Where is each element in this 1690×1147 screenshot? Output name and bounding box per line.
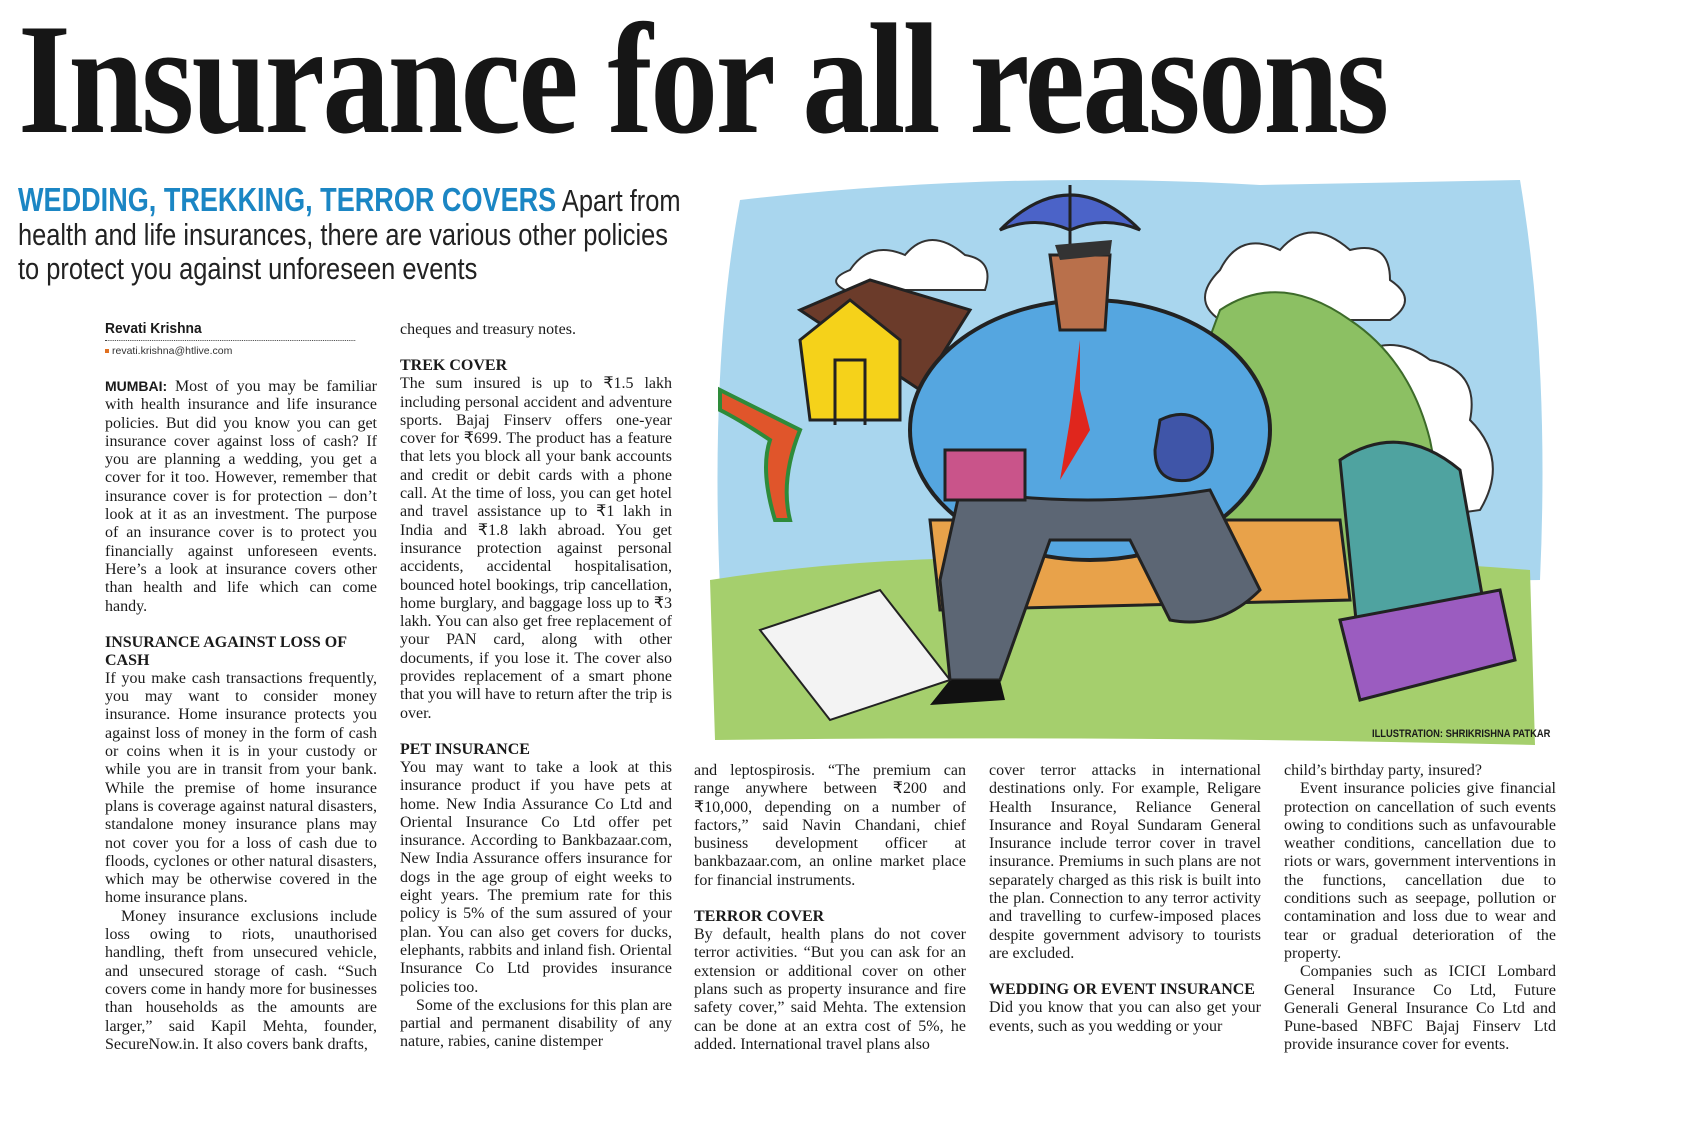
section-heading: TREK COVER [400, 357, 508, 375]
article-column-2 [400, 321, 672, 1052]
illustration-credit: ILLUSTRATION: SHRIKRISHNA PATKAR [1372, 728, 1551, 740]
paragraph: Companies such as ICICI Lombard General Insurance Co Ltd, Future Generali General Insurance Co Ltd and Pune-based NBFC Bajaj Finserv Ltd provide insurance cover for events. [1284, 963, 1556, 1054]
paragraph [105, 377, 377, 616]
byline [105, 320, 377, 357]
paragraph: By default, health plans do not cover terror activities. “But you can ask for an extension or additional cover on other plans such as property insurance and fire safety cover,” said Mehta. The extension can be done at an extra cost of 5%, he added. International travel plans also [694, 926, 966, 1053]
dateline: MUMBAI: [105, 378, 168, 394]
subhead-text: Apart from health and life insurances, there are various other policies to protect you against unforeseen events [18, 183, 681, 286]
section-heading: WEDDING OR EVENT INSURANCE [989, 981, 1255, 999]
article-column-3 [694, 762, 966, 1054]
paragraph: Did you know that you can also get your events, such as you wedding or your [989, 999, 1261, 1035]
paragraph: cover terror attacks in international destinations only. For example, Religare Health Insurance, Reliance General Insurance and Royal Sundaram General Insurance include terror cover in travel insurance. Premiums in such plans are not separately charged as this risk is built into the plan. Connection to any terror activity and travelling to curfew-imposed places despite government advisory to tourists are excluded. [989, 762, 1261, 962]
subhead-kicker: WEDDING, TREKKING, TERROR COVERS [18, 181, 557, 218]
author-email[interactable]: revati.krishna@htlive.com [112, 345, 233, 357]
paragraph: If you make cash transactions frequently, you may want to consider money insurance. Home insurance protects you against loss of money in the form of cash or coins when it is in your custody or while you are in transit from your bank. While the premise of home insurance plans is coverage against natural disasters, standalone money insurance plans may not cover you for a loss of cash due to floods, cyclones or other natural disasters, which may be otherwise covered in the home insurance plans. [105, 669, 377, 907]
paragraph: child’s birthday party, insured? [1284, 762, 1483, 779]
illustration [700, 160, 1560, 750]
section-heading: TERROR COVER [694, 908, 825, 926]
headline: Insurance for all reasons [18, 0, 1387, 167]
subhead [18, 183, 682, 286]
section-heading: INSURANCE AGAINST LOSS OF CASH [105, 633, 347, 669]
article-column-1 [105, 377, 377, 1054]
paragraph: Some of the exclusions for this plan are partial and permanent disability of any nature, rabies, canine distemper [400, 996, 672, 1051]
bullet-icon [105, 349, 109, 353]
author-name: Revati Krishna [105, 320, 355, 341]
paragraph: Money insurance exclusions include loss owing to riots, unauthorised handling, theft from unsecured vehicle, and unsecured storage of cash. “Such covers come in handy more for businesses than households as the amounts are larger,” said Kapil Mehta, founder, SecureNow.in. It also covers bank drafts, [105, 907, 377, 1053]
paragraph-text: Most of you may be familiar with health insurance and life insurance policies. But did you know you can get insurance cover against loss of cash? If you are planning a wedding, you get a cover for it too. However, remember that insurance cover is for protection – don’t look at it as an investment. The purpose of an insurance cover is to protect you financially against unforeseen events. Here’s a look at insurance covers other than health and life which can come handy. [105, 378, 378, 615]
section-heading: PET INSURANCE [400, 740, 530, 758]
paragraph: and leptospirosis. “The premium can range anywhere between ₹200 and ₹10,000, depending on a number of factors,” said Navin Chandani, chief business development officer at bankbazaar.com, an online market place for financial instruments. [694, 762, 966, 889]
paragraph: The sum insured is up to ₹1.5 lakh including personal accident and adventure sports. Bajaj Finserv offers one-year cover for ₹699. The product has a feature that lets you block all your bank accounts and credit or debit cards with a phone call. At the time of loss, you can get hotel and travel assistance up to ₹1 lakh in India and ₹1.8 lakh abroad. You get insurance protection against personal accidents, accidental hospitalisation, bounced hotel bookings, trip cancellation, home burglary, and baggage loss up to ₹3 lakh. You can also get free replacement of your PAN card, along with other documents, if you lose it. The cover also provides replacement of a smart phone that you will have to return after the trip is over. [400, 375, 672, 722]
article-column-4 [989, 762, 1261, 1036]
author-email-row [105, 345, 377, 357]
paragraph: Event insurance policies give financial protection on cancellation of such events owing to conditions such as unfavourable weather conditions, cancellation due to riots or wars, government interventions in the functions, cancellation due to conditions such as seepage, pollution or contamination and loss due to wear and tear or gradual deterioration of the property. [1284, 780, 1556, 962]
article-column-5 [1284, 762, 1556, 1055]
paragraph: You may want to take a look at this insurance product if you have pets at home. New India Assurance Co Ltd and Oriental Insurance Co Ltd offer pet insurance. According to Bankbazaar.com, New India Assurance offers insurance for dogs in the age group of eight weeks to eight years. The premium rate for this policy is 5% of the sum assured of your plan. You can also get covers for ducks, elephants, rabbits and inland fish. Oriental Insurance Co Ltd provides insurance policies too. [400, 758, 672, 996]
paragraph: cheques and treasury notes. [400, 321, 576, 338]
